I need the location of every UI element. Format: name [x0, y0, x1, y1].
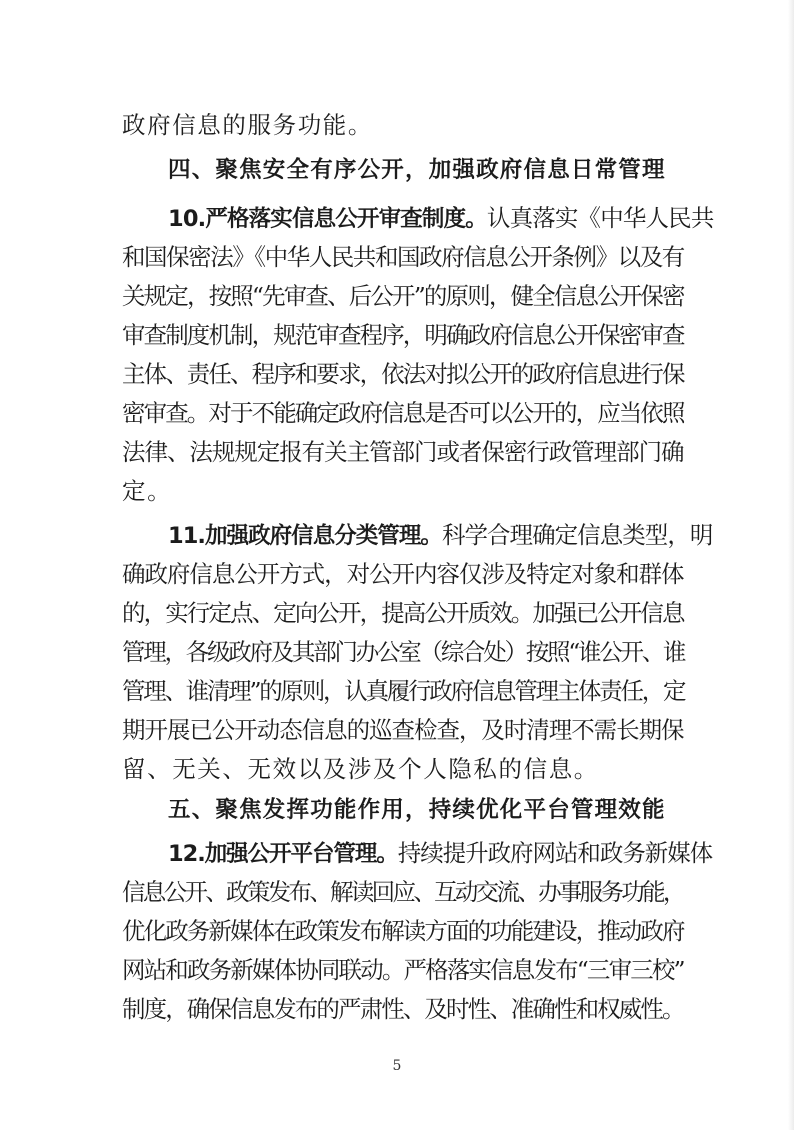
paragraph-line: 政府信息的服务功能。 — [122, 111, 373, 139]
paragraph-line: 审查制度机制，规范审查程序，明确政府信息公开保密审查 — [122, 321, 684, 349]
paragraph-line: 关规定，按照“先审查、后公开”的原则，健全信息公开保密 — [122, 282, 684, 310]
paragraph-line: 制度，确保信息发布的严肃性、及时性、准确性和权威性。 — [122, 995, 684, 1023]
paragraph-line: 确政府信息公开方式，对公开内容仅涉及特定对象和群体 — [122, 560, 684, 588]
paragraph-11-lead: 11.加强政府信息分类管理。 — [168, 523, 442, 549]
paragraph-line: 期开展已公开动态信息的巡查检查，及时清理不需长期保 — [122, 716, 684, 744]
paragraph-line: 优化政务新媒体在政策发布解读方面的功能建设，推动政府 — [122, 917, 684, 945]
section-heading-4: 四、聚焦安全有序公开，加强政府信息日常管理 — [168, 157, 666, 183]
paragraph-line: 管理、谁清理”的原则，认真履行政府信息管理主体责任，定 — [122, 677, 685, 705]
paragraph-line: 定。 — [122, 477, 173, 505]
page-number: 5 — [392, 1058, 402, 1074]
paragraph-line: 主体、责任、程序和要求，依法对拟公开的政府信息进行保 — [122, 360, 684, 388]
paragraph-line: 网站和政务新媒体协同联动。严格落实信息发布“三审三校” — [122, 956, 684, 984]
paragraph-10-lead: 10.严格落实信息公开审查制度。 — [168, 206, 487, 232]
paragraph-12-text: 持续提升政府网站和政务新媒体 — [397, 839, 713, 867]
paragraph-12-first-line — [168, 838, 712, 869]
paragraph-line: 管理，各级政府及其部门办公室（综合处）按照“谁公开、谁 — [122, 638, 685, 666]
paragraph-12-lead: 12.加强公开平台管理。 — [168, 841, 398, 867]
paragraph-10-first-line — [168, 203, 714, 234]
paragraph-11-first-line — [168, 520, 712, 551]
paragraph-line: 信息公开、政策发布、解读回应、互动交流、办事服务功能， — [122, 878, 684, 906]
paragraph-line: 法律、法规规定报有关主管部门或者保密行政管理部门确 — [122, 438, 684, 466]
paragraph-line: 密审查。对于不能确定政府信息是否可以公开的，应当依照 — [122, 399, 684, 427]
section-heading-5: 五、聚焦发挥功能作用，持续优化平台管理效能 — [168, 797, 666, 823]
paragraph-line: 留、无关、无效以及涉及个人隐私的信息。 — [122, 755, 599, 783]
paragraph-line: 的，实行定点、定向公开，提高公开质效。加强已公开信息 — [122, 599, 684, 627]
paragraph-line: 和国保密法》《中华人民共和国政府信息公开条例》以及有 — [122, 243, 684, 271]
paragraph-10-text: 认真落实《中华人民共 — [486, 204, 714, 232]
paragraph-11-text: 科学合理确定信息类型，明 — [441, 521, 713, 549]
scan-edge-shadow — [788, 0, 794, 1130]
